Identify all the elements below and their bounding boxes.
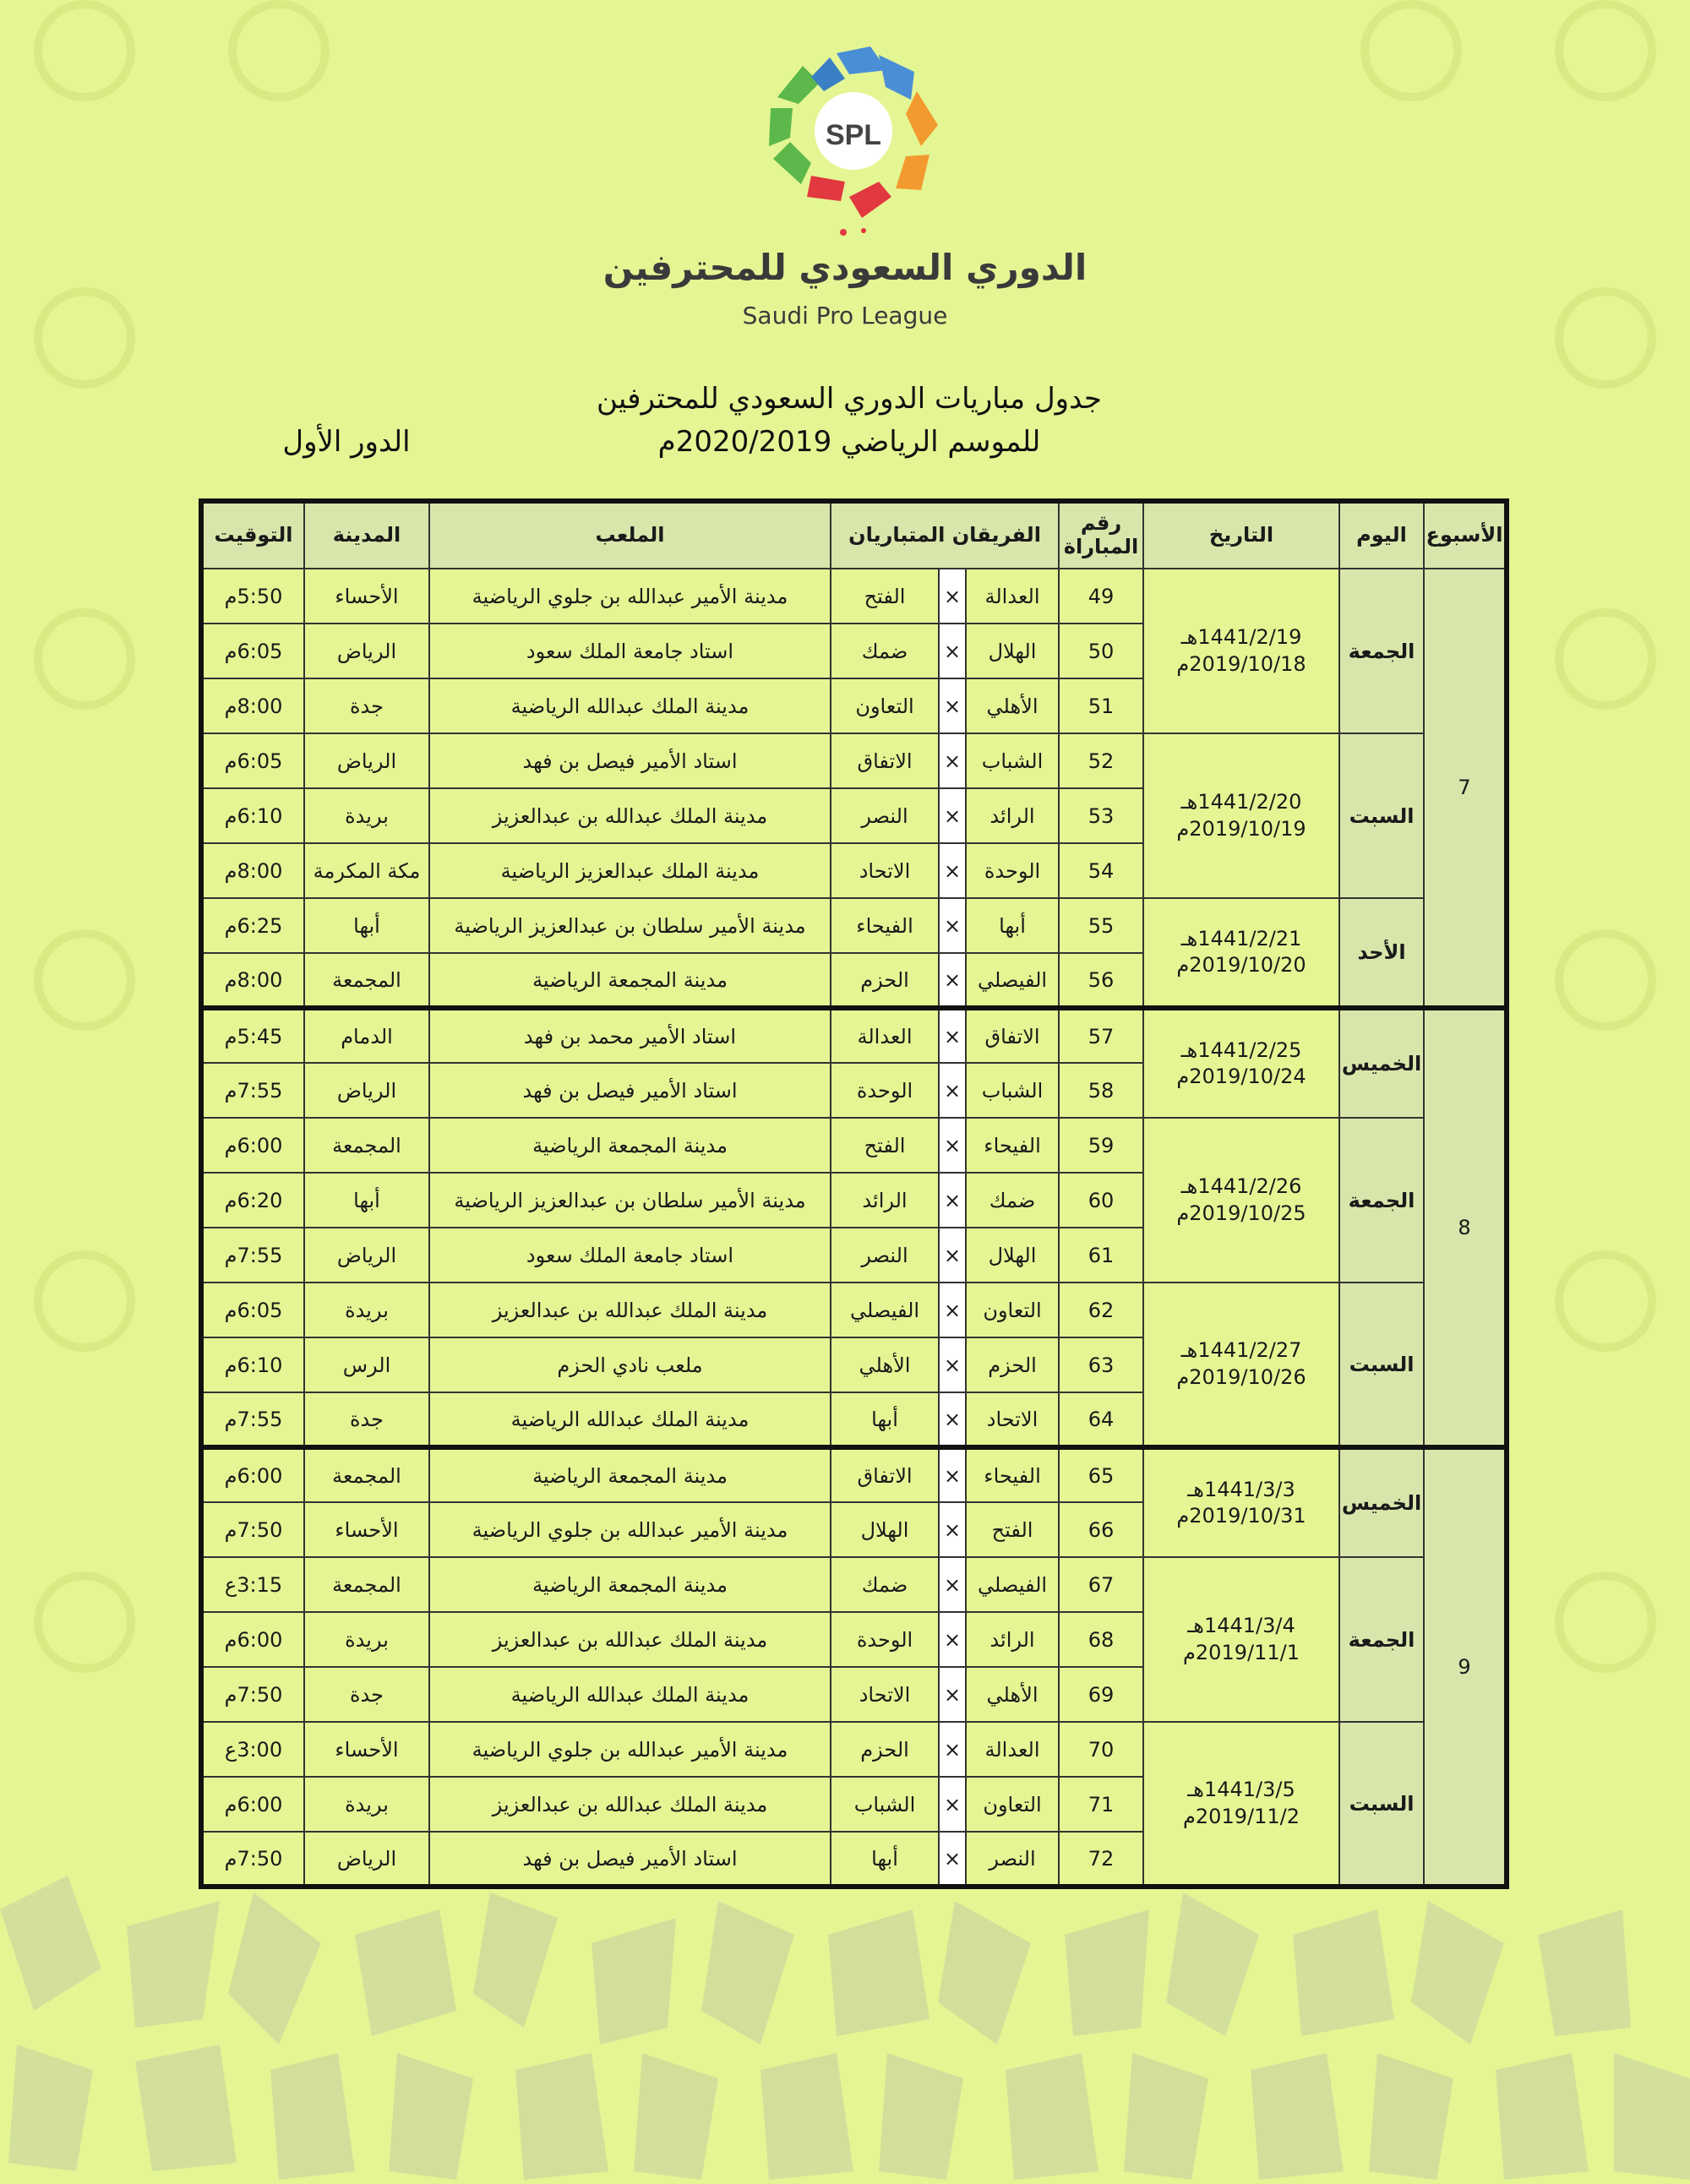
kickoff-time: 6:05م (201, 1283, 304, 1337)
versus-symbol: × (939, 1447, 966, 1502)
hijri-date: 1441/2/27هـ (1180, 1338, 1302, 1363)
versus-symbol: × (939, 1722, 966, 1777)
round-label: الدور الأول (282, 425, 411, 459)
away-team: الفيصلي (831, 1283, 939, 1337)
city: المجمعة (304, 1447, 429, 1502)
match-schedule-table (199, 498, 1509, 1889)
home-team: النصر (966, 1832, 1059, 1887)
match-number: 51 (1059, 678, 1143, 733)
city: الرس (304, 1337, 429, 1392)
versus-symbol: × (939, 843, 966, 898)
versus-symbol: × (939, 569, 966, 624)
away-team: ضمك (831, 1557, 939, 1612)
away-team: الاتحاد (831, 1667, 939, 1722)
versus-symbol: × (939, 953, 966, 1008)
stadium: استاد الأمير فيصل بن فهد (429, 733, 831, 788)
away-team: ضمك (831, 624, 939, 678)
header-day: اليوم (1339, 501, 1424, 569)
versus-symbol: × (939, 1392, 966, 1447)
away-team: الهلال (831, 1502, 939, 1557)
home-team: الأهلي (966, 1667, 1059, 1722)
stadium: مدينة الملك عبدالله بن عبدالعزيز (429, 1283, 831, 1337)
versus-symbol: × (939, 1228, 966, 1283)
stadium: مدينة الأمير سلطان بن عبدالعزيز الرياضية (429, 898, 831, 953)
city: بريدة (304, 1612, 429, 1667)
stadium: مدينة الأمير سلطان بن عبدالعزيز الرياضية (429, 1173, 831, 1228)
hijri-date: 1441/2/19هـ (1180, 625, 1302, 650)
match-number: 55 (1059, 898, 1143, 953)
match-day: الجمعة (1339, 569, 1424, 733)
home-team: أبها (966, 898, 1059, 953)
schedule-title: جدول مباريات الدوري السعودي للمحترفين (597, 382, 1102, 416)
hijri-date: 1441/2/25هـ (1180, 1038, 1302, 1062)
gregorian-date: 2019/10/26م (1176, 1364, 1306, 1389)
away-team: الحزم (831, 1722, 939, 1777)
kickoff-time: 7:55م (201, 1063, 304, 1118)
match-number: 52 (1059, 733, 1143, 788)
city: بريدة (304, 1777, 429, 1832)
match-number: 58 (1059, 1063, 1143, 1118)
home-team: الفيحاء (966, 1447, 1059, 1502)
home-team: الرائد (966, 1612, 1059, 1667)
match-number: 63 (1059, 1337, 1143, 1392)
table-row (201, 733, 1507, 788)
stadium: استاد الأمير فيصل بن فهد (429, 1063, 831, 1118)
city: مكة المكرمة (304, 843, 429, 898)
versus-symbol: × (939, 733, 966, 788)
match-date (1143, 569, 1339, 733)
spl-logo (760, 38, 946, 237)
away-team: الوحدة (831, 1612, 939, 1667)
week-number: 8 (1424, 1008, 1507, 1447)
versus-symbol: × (939, 1008, 966, 1063)
home-team: الوحدة (966, 843, 1059, 898)
stadium: مدينة الأمير عبدالله بن جلوي الرياضية (429, 569, 831, 624)
versus-symbol: × (939, 1667, 966, 1722)
home-team: الأهلي (966, 678, 1059, 733)
stadium: مدينة المجمعة الرياضية (429, 1447, 831, 1502)
home-team: العدالة (966, 569, 1059, 624)
city: أبها (304, 1173, 429, 1228)
match-date (1143, 1118, 1339, 1283)
versus-symbol: × (939, 1063, 966, 1118)
match-date (1143, 1008, 1339, 1118)
match-day: الخميس (1339, 1447, 1424, 1557)
away-team: الرائد (831, 1173, 939, 1228)
home-team: الشباب (966, 733, 1059, 788)
city: أبها (304, 898, 429, 953)
match-day: السبت (1339, 733, 1424, 898)
match-day: الأحد (1339, 898, 1424, 1008)
versus-symbol: × (939, 1612, 966, 1667)
home-team: الاتحاد (966, 1392, 1059, 1447)
home-team: الاتفاق (966, 1008, 1059, 1063)
kickoff-time: 8:00م (201, 843, 304, 898)
stadium: استاد جامعة الملك سعود (429, 1228, 831, 1283)
gregorian-date: 2019/10/19م (1176, 816, 1306, 841)
match-number: 56 (1059, 953, 1143, 1008)
kickoff-time: 6:25م (201, 898, 304, 953)
stadium: استاد الأمير فيصل بن فهد (429, 1832, 831, 1887)
away-team: الحزم (831, 953, 939, 1008)
kickoff-time: 8:00م (201, 953, 304, 1008)
match-number: 64 (1059, 1392, 1143, 1447)
kickoff-time: 5:45م (201, 1008, 304, 1063)
season-subtitle: للموسم الرياضي 2020/2019م (657, 425, 1041, 459)
home-team: الفيصلي (966, 1557, 1059, 1612)
league-name-english: Saudi Pro League (742, 302, 948, 330)
away-team: الشباب (831, 1777, 939, 1832)
week-number: 9 (1424, 1447, 1507, 1887)
match-number: 68 (1059, 1612, 1143, 1667)
stadium: مدينة الأمير عبدالله بن جلوي الرياضية (429, 1502, 831, 1557)
city: الرياض (304, 1228, 429, 1283)
match-number: 54 (1059, 843, 1143, 898)
versus-symbol: × (939, 1832, 966, 1887)
match-number: 70 (1059, 1722, 1143, 1777)
table-row (201, 1008, 1507, 1063)
match-day: الجمعة (1339, 1118, 1424, 1283)
table-row (201, 1118, 1507, 1173)
header-date: التاريخ (1143, 501, 1339, 569)
match-number: 67 (1059, 1557, 1143, 1612)
match-day: الخميس (1339, 1008, 1424, 1118)
header-teams: الفريقان المتباريان (831, 501, 1059, 569)
city: الرياض (304, 733, 429, 788)
gregorian-date: 2019/10/31م (1176, 1504, 1306, 1528)
table-row (201, 569, 1507, 624)
gregorian-date: 2019/10/20م (1176, 953, 1306, 977)
stadium: مدينة الملك عبدالله بن عبدالعزيز (429, 788, 831, 843)
header-match-number: رقم المباراة (1059, 501, 1143, 569)
kickoff-time: 3:00ع (201, 1722, 304, 1777)
home-team: الهلال (966, 1228, 1059, 1283)
away-team: الفيحاء (831, 898, 939, 953)
match-date (1143, 898, 1339, 1008)
away-team: النصر (831, 788, 939, 843)
header-time: التوقيت (201, 501, 304, 569)
kickoff-time: 6:00م (201, 1447, 304, 1502)
match-day: الجمعة (1339, 1557, 1424, 1722)
match-day: السبت (1339, 1722, 1424, 1887)
kickoff-time: 7:50م (201, 1667, 304, 1722)
home-team: التعاون (966, 1283, 1059, 1337)
hijri-date: 1441/3/4هـ (1187, 1614, 1295, 1638)
city: جدة (304, 1667, 429, 1722)
stadium: مدينة الملك عبدالله الرياضية (429, 1667, 831, 1722)
home-team: الشباب (966, 1063, 1059, 1118)
away-team: الاتفاق (831, 1447, 939, 1502)
stadium: مدينة المجمعة الرياضية (429, 1557, 831, 1612)
stadium: ملعب نادي الحزم (429, 1337, 831, 1392)
kickoff-time: 7:55م (201, 1392, 304, 1447)
match-number: 60 (1059, 1173, 1143, 1228)
gregorian-date: 2019/11/1م (1183, 1640, 1300, 1664)
header-week: الأسبوع (1424, 501, 1507, 569)
city: الأحساء (304, 1502, 429, 1557)
table-row (201, 898, 1507, 953)
city: الرياض (304, 1832, 429, 1887)
away-team: الفتح (831, 569, 939, 624)
city: بريدة (304, 788, 429, 843)
gregorian-date: 2019/10/18م (1176, 651, 1306, 676)
versus-symbol: × (939, 1173, 966, 1228)
city: جدة (304, 678, 429, 733)
kickoff-time: 6:05م (201, 624, 304, 678)
match-date (1143, 733, 1339, 898)
kickoff-time: 5:50م (201, 569, 304, 624)
kickoff-time: 7:50م (201, 1832, 304, 1887)
stadium: استاد الأمير محمد بن فهد (429, 1008, 831, 1063)
match-date (1143, 1447, 1339, 1557)
gregorian-date: 2019/10/24م (1176, 1065, 1306, 1088)
table-row (201, 1447, 1507, 1502)
city: المجمعة (304, 1118, 429, 1173)
match-number: 53 (1059, 788, 1143, 843)
match-number: 62 (1059, 1283, 1143, 1337)
stadium: استاد جامعة الملك سعود (429, 624, 831, 678)
away-team: أبها (831, 1832, 939, 1887)
versus-symbol: × (939, 1502, 966, 1557)
kickoff-time: 6:10م (201, 1337, 304, 1392)
table-row (201, 1557, 1507, 1612)
stadium: مدينة المجمعة الرياضية (429, 1118, 831, 1173)
away-team: أبها (831, 1392, 939, 1447)
match-number: 61 (1059, 1228, 1143, 1283)
kickoff-time: 8:00م (201, 678, 304, 733)
match-date (1143, 1722, 1339, 1887)
kickoff-time: 7:55م (201, 1228, 304, 1283)
hijri-date: 1441/2/21هـ (1180, 926, 1302, 950)
week-number: 7 (1424, 569, 1507, 1008)
away-team: الاتفاق (831, 733, 939, 788)
away-team: النصر (831, 1228, 939, 1283)
kickoff-time: 3:15ع (201, 1557, 304, 1612)
home-team: الفتح (966, 1502, 1059, 1557)
hijri-date: 1441/3/3هـ (1187, 1477, 1295, 1501)
versus-symbol: × (939, 1777, 966, 1832)
stadium: مدينة الملك عبدالله بن عبدالعزيز (429, 1612, 831, 1667)
home-team: التعاون (966, 1777, 1059, 1832)
match-number: 59 (1059, 1118, 1143, 1173)
stadium: مدينة المجمعة الرياضية (429, 953, 831, 1008)
hijri-date: 1441/3/5هـ (1187, 1778, 1295, 1802)
city: الأحساء (304, 569, 429, 624)
versus-symbol: × (939, 1557, 966, 1612)
table-row (201, 1722, 1507, 1777)
versus-symbol: × (939, 624, 966, 678)
match-number: 69 (1059, 1667, 1143, 1722)
table-header-row (201, 501, 1507, 569)
match-number: 71 (1059, 1777, 1143, 1832)
schedule-body (201, 569, 1507, 1887)
city: الدمام (304, 1008, 429, 1063)
versus-symbol: × (939, 898, 966, 953)
city: الأحساء (304, 1722, 429, 1777)
match-number: 65 (1059, 1447, 1143, 1502)
city: بريدة (304, 1283, 429, 1337)
match-date (1143, 1283, 1339, 1447)
table-row (201, 1283, 1507, 1337)
match-number: 72 (1059, 1832, 1143, 1887)
versus-symbol: × (939, 788, 966, 843)
kickoff-time: 6:00م (201, 1612, 304, 1667)
stadium: مدينة الملك عبدالله الرياضية (429, 1392, 831, 1447)
versus-symbol: × (939, 678, 966, 733)
match-number: 50 (1059, 624, 1143, 678)
kickoff-time: 6:20م (201, 1173, 304, 1228)
match-number: 49 (1059, 569, 1143, 624)
versus-symbol: × (939, 1118, 966, 1173)
away-team: الاتحاد (831, 843, 939, 898)
hijri-date: 1441/2/20هـ (1180, 790, 1302, 814)
away-team: العدالة (831, 1008, 939, 1063)
home-team: الفيحاء (966, 1118, 1059, 1173)
kickoff-time: 6:00م (201, 1777, 304, 1832)
match-number: 57 (1059, 1008, 1143, 1063)
away-team: الأهلي (831, 1337, 939, 1392)
header-city: المدينة (304, 501, 429, 569)
league-name-arabic: الدوري السعودي للمحترفين (602, 247, 1088, 288)
match-day: السبت (1339, 1283, 1424, 1447)
stadium: مدينة الأمير عبدالله بن جلوي الرياضية (429, 1722, 831, 1777)
stadium: مدينة الملك عبدالله بن عبدالعزيز (429, 1777, 831, 1832)
versus-symbol: × (939, 1337, 966, 1392)
kickoff-time: 7:50م (201, 1502, 304, 1557)
gregorian-date: 2019/10/25م (1176, 1201, 1306, 1225)
city: الرياض (304, 1063, 429, 1118)
home-team: الهلال (966, 624, 1059, 678)
gregorian-date: 2019/11/2م (1183, 1804, 1300, 1828)
versus-symbol: × (939, 1283, 966, 1337)
header-stadium: الملعب (429, 501, 831, 569)
stadium: مدينة الملك عبدالله الرياضية (429, 678, 831, 733)
away-team: الفتح (831, 1118, 939, 1173)
match-date (1143, 1557, 1339, 1722)
city: المجمعة (304, 1557, 429, 1612)
city: جدة (304, 1392, 429, 1447)
match-number: 66 (1059, 1502, 1143, 1557)
home-team: ضمك (966, 1173, 1059, 1228)
home-team: الحزم (966, 1337, 1059, 1392)
stadium: مدينة الملك عبدالعزيز الرياضية (429, 843, 831, 898)
away-team: التعاون (831, 678, 939, 733)
kickoff-time: 6:05م (201, 733, 304, 788)
kickoff-time: 6:10م (201, 788, 304, 843)
kickoff-time: 6:00م (201, 1118, 304, 1173)
away-team: الوحدة (831, 1063, 939, 1118)
home-team: الرائد (966, 788, 1059, 843)
hijri-date: 1441/2/26هـ (1180, 1174, 1302, 1199)
logo-text: SPL (825, 119, 882, 151)
city: الرياض (304, 624, 429, 678)
home-team: العدالة (966, 1722, 1059, 1777)
city: المجمعة (304, 953, 429, 1008)
home-team: الفيصلي (966, 953, 1059, 1008)
